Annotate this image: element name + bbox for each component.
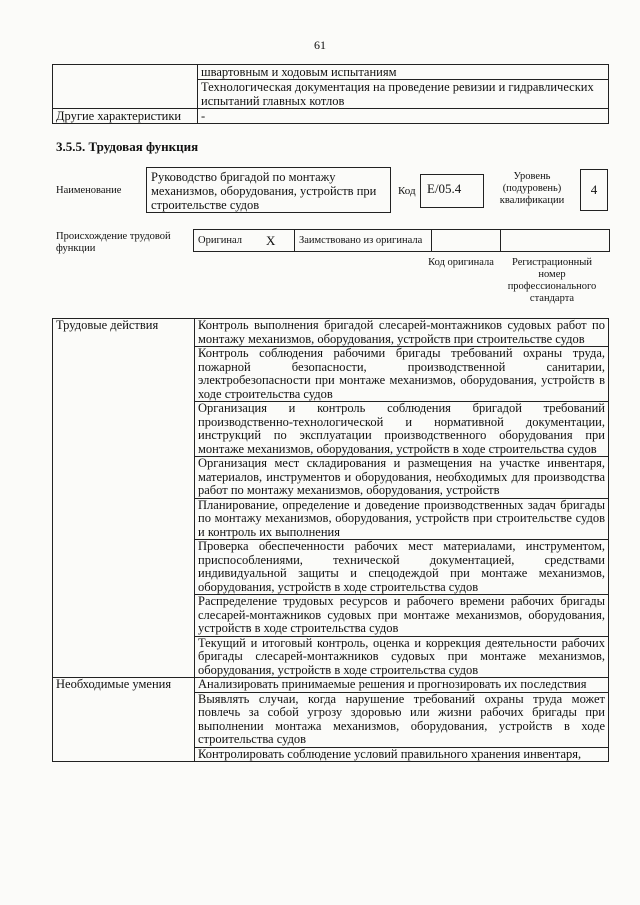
function-code: E/05.4: [420, 174, 484, 208]
table-cell: Текущий и итоговый контроль, оценка и коррекция деятельности рабочих бригады слесарей-монтажников судовых при монтаже механизмов, оборудования, устройств в ходе строительства судов: [195, 636, 609, 678]
table-cell: -: [198, 109, 609, 124]
table-row: [194, 230, 610, 252]
code-label: Код: [398, 185, 416, 197]
table-cell: Контроль соблюдения рабочими бригады требований охраны труда, пожарной безопасности, производственной санитарии, электробезопасности при монтаже механизмов, оборудования, устройств в ходе строительства судов: [195, 347, 609, 402]
table-cell: Организация и контроль соблюдения бригадой требований производственно-технологической и нормативной документации, инструкций по эксплуатации производственного оборудования при монтаже механизмов, оборудования, устройств в ходе строительства судов: [195, 402, 609, 457]
qualification-level: 4: [580, 169, 608, 211]
table-cell: Выявлять случаи, когда нарушение требований охраны труда может повлечь за собой угрозу здоровью или жизни рабочих бригады при выполнении монтажа механизмов, оборудования, устройств в ходе строительства судов: [195, 692, 609, 747]
origin-code-cell: [432, 230, 501, 252]
original-label: Оригинал: [194, 230, 263, 252]
section-label: Необходимые умения: [53, 678, 195, 762]
origin-reg-cell: [501, 230, 610, 252]
table-row: [53, 678, 609, 693]
table-cell: Контролировать соблюдение условий правильного хранения инвентаря,: [195, 747, 609, 762]
origin-table: [193, 229, 610, 252]
level-label: Уровень (подуровень) квалификации: [499, 171, 565, 206]
code-caption: Код оригинала: [428, 257, 494, 268]
name-label: Наименование: [56, 185, 122, 196]
section-title: 3.5.5. Трудовая функция: [56, 139, 199, 154]
page-number: 61: [314, 38, 326, 52]
reg-caption: Регистрационный номер профессионального стандарта: [507, 257, 597, 304]
table-row: [53, 65, 609, 80]
table-row: [53, 319, 609, 347]
table-cell: Планирование, определение и доведение производственных задач бригады по монтажу механизмов, оборудования, устройств при строительстве судов и контроль их выполнения: [195, 498, 609, 540]
borrowed-label: Заимствовано из оригинала: [295, 230, 432, 252]
origin-label: Происхождение трудовой функции: [56, 231, 171, 254]
table-cell: швартовным и ходовым испытаниям: [198, 65, 609, 80]
table-cell: Технологическая документация на проведение ревизии и гидравлических испытаний главных котлов: [198, 80, 609, 109]
table-cell: Организация мест складирования и размещения на участке инвентаря, материалов, инструментов и оборудования, необходимых для производства работ по монтажу механизмов, оборудования, устройств: [195, 457, 609, 499]
knowledge-table-tail: [52, 64, 609, 124]
function-name: Руководство бригадой по монтажу механизмов, оборудования, устройств при строительстве судов: [146, 167, 391, 213]
row-label: [53, 65, 198, 109]
section-label: Трудовые действия: [53, 319, 195, 678]
function-table: [52, 318, 609, 762]
original-mark: X: [262, 230, 295, 252]
table-cell: Анализировать принимаемые решения и прогнозировать их последствия: [195, 678, 609, 693]
table-row: [53, 109, 609, 124]
table-cell: Контроль выполнения бригадой слесарей-монтажников судовых работ по монтажу механизмов, оборудования, устройств при строительстве судов: [195, 319, 609, 347]
table-cell: Проверка обеспеченности рабочих мест материалами, инструментом, приспособлениями, технической документацией, средствами индивидуальной защиты и спецодеждой при монтаже механизмов, оборудования, устройств в ходе строительства судов: [195, 540, 609, 595]
row-label: Другие характеристики: [53, 109, 198, 124]
table-cell: Распределение трудовых ресурсов и рабочего времени рабочих бригады слесарей-монтажников судовых при монтаже механизмов, оборудования, устройств в ходе строительства судов: [195, 595, 609, 637]
